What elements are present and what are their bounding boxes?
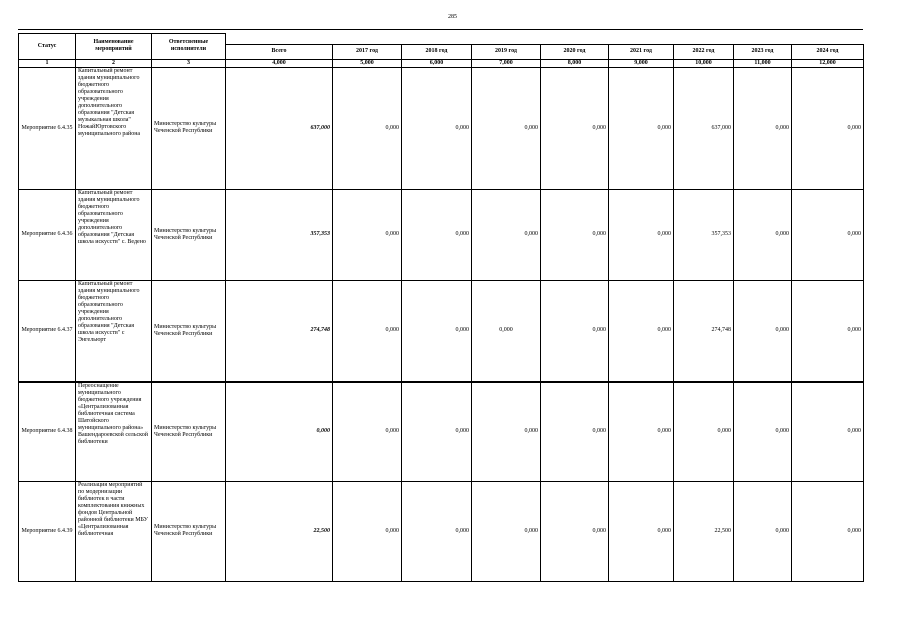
executor-cell: Министерство культуры Чеченской Республики xyxy=(152,67,226,189)
year-value-cell: 0,000 xyxy=(333,382,402,482)
year-value-cell: 0,000 xyxy=(402,67,472,189)
year-value-cell: 0,000 xyxy=(609,481,674,581)
year-value-cell: 0,000 xyxy=(541,382,609,482)
index-cell: 10,000 xyxy=(674,59,734,67)
activity-name-cell xyxy=(76,280,152,382)
header-executors: Ответсвенные исполнители xyxy=(152,34,226,60)
index-cell: 4,000 xyxy=(226,59,333,67)
year-value-cell: 0,000 xyxy=(792,67,864,189)
year-value-cell: 0,000 xyxy=(333,280,402,382)
header-funding-span xyxy=(226,34,864,45)
executor-cell: Министерство культуры Чеченской Республики xyxy=(152,280,226,382)
year-value-cell: 0,000 xyxy=(734,280,792,382)
index-cell: 2 xyxy=(76,59,152,67)
header-year-2021: 2021 год xyxy=(609,44,674,59)
index-cell: 7,000 xyxy=(472,59,541,67)
status-cell: Мероприятие 6.4.38 xyxy=(19,382,76,482)
year-value-cell: 0,000 xyxy=(472,67,541,189)
year-value-cell: 0,000 xyxy=(472,280,541,382)
total-cell: 0,000 xyxy=(226,382,333,482)
total-cell: 274,748 xyxy=(226,280,333,382)
header-year-2024: 2024 год xyxy=(792,44,864,59)
header-year-2022: 2022 год xyxy=(674,44,734,59)
activity-name-cell xyxy=(76,189,152,280)
header-total: Всего xyxy=(226,44,333,59)
index-cell: 6,000 xyxy=(402,59,472,67)
activity-name-text: Капитальный ремонт здания муниципального бюджетного образовательного учреждения дополнительного образования "Детская школа искусств" с. Ведено xyxy=(78,189,146,245)
table-row xyxy=(19,280,864,382)
year-value-cell: 0,000 xyxy=(402,280,472,382)
year-value-cell: 0,000 xyxy=(734,67,792,189)
year-value-cell: 0,000 xyxy=(792,481,864,581)
index-cell: 11,000 xyxy=(734,59,792,67)
year-value-cell: 0,000 xyxy=(609,189,674,280)
total-cell: 357,353 xyxy=(226,189,333,280)
year-value-cell: 0,000 xyxy=(541,280,609,382)
year-value-cell: 0,000 xyxy=(609,382,674,482)
index-cell: 1 xyxy=(19,59,76,67)
year-value-cell: 0,000 xyxy=(402,481,472,581)
index-cell: 9,000 xyxy=(609,59,674,67)
year-value-cell: 0,000 xyxy=(333,67,402,189)
year-value-cell: 0,000 xyxy=(472,189,541,280)
year-value-cell: 0,000 xyxy=(333,189,402,280)
year-value-cell: 0,000 xyxy=(674,382,734,482)
year-value-cell: 0,000 xyxy=(541,67,609,189)
table-row xyxy=(19,382,864,482)
status-cell: Мероприятие 6.4.37 xyxy=(19,280,76,382)
header-rule xyxy=(18,29,863,30)
year-value-cell: 0,000 xyxy=(472,382,541,482)
table-row xyxy=(19,189,864,280)
year-value-cell: 0,000 xyxy=(792,382,864,482)
index-cell: 12,000 xyxy=(792,59,864,67)
header-status: Статус xyxy=(19,34,76,60)
table-row xyxy=(19,481,864,581)
status-cell: Мероприятие 6.4.35 xyxy=(19,67,76,189)
executor-cell: Министерство культуры Чеченской Республики xyxy=(152,189,226,280)
year-value-cell: 0,000 xyxy=(333,481,402,581)
activity-name-text: Переоснащение муниципального бюджетного учреждения «Централизованная библиотечная система Шатойского муниципального района» Вашендароевской сельской библиотеки xyxy=(78,382,149,445)
year-value-cell: 22,500 xyxy=(674,481,734,581)
year-value-cell: 0,000 xyxy=(402,189,472,280)
year-value-cell: 0,000 xyxy=(792,280,864,382)
index-cell: 8,000 xyxy=(541,59,609,67)
table-row xyxy=(19,67,864,189)
year-value-cell: 0,000 xyxy=(734,481,792,581)
year-value-cell: 0,000 xyxy=(472,481,541,581)
year-value-cell: 0,000 xyxy=(609,280,674,382)
index-cell: 5,000 xyxy=(333,59,402,67)
total-cell: 22,500 xyxy=(226,481,333,581)
page-number: 285 xyxy=(448,14,457,20)
status-cell: Мероприятие 6.4.39 xyxy=(19,481,76,581)
year-value-cell: 0,000 xyxy=(734,382,792,482)
index-cell: 3 xyxy=(152,59,226,67)
header-year-2019: 2019 год xyxy=(472,44,541,59)
year-value-cell: 0,000 xyxy=(541,481,609,581)
year-value-cell: 0,000 xyxy=(402,382,472,482)
executor-cell: Министерство культуры Чеченской Республики xyxy=(152,382,226,482)
activity-name-text: Капитальный ремонт здания муниципального бюджетного образовательного учреждения дополнительного образования "Детская музыкальная школа" НожайЮртовского муниципального района xyxy=(78,67,141,137)
year-value-cell: 357,353 xyxy=(674,189,734,280)
year-value-cell: 0,000 xyxy=(792,189,864,280)
header-year-2023: 2023 год xyxy=(734,44,792,59)
activity-name-cell xyxy=(76,382,152,482)
header-year-2017: 2017 год xyxy=(333,44,402,59)
activity-name-text: Реализация мероприятий по модернизации библиотек в части комплектования книжных фондов Центральной районной библиотеки МБУ «Централизованная библиотечная xyxy=(78,481,149,537)
total-cell: 637,000 xyxy=(226,67,333,189)
status-cell: Мероприятие 6.4.36 xyxy=(19,189,76,280)
activity-name-cell xyxy=(76,481,152,581)
header-name: Наименование мероприятий xyxy=(76,34,152,60)
column-index-row xyxy=(19,59,864,67)
executor-cell: Министерство культуры Чеченской Республики xyxy=(152,481,226,581)
year-value-cell: 0,000 xyxy=(609,67,674,189)
activity-name-text: Капитальный ремонт здания муниципального бюджетного образовательного учреждения дополнительного образования "Детская школа искусств" с Энгельюрт xyxy=(78,280,140,343)
header-year-2020: 2020 год xyxy=(541,44,609,59)
year-value-cell: 274,748 xyxy=(674,280,734,382)
header-year-2018: 2018 год xyxy=(402,44,472,59)
activity-name-cell xyxy=(76,67,152,189)
budget-table xyxy=(18,33,864,582)
year-value-cell: 0,000 xyxy=(734,189,792,280)
year-value-cell: 0,000 xyxy=(541,189,609,280)
year-value-cell: 637,000 xyxy=(674,67,734,189)
